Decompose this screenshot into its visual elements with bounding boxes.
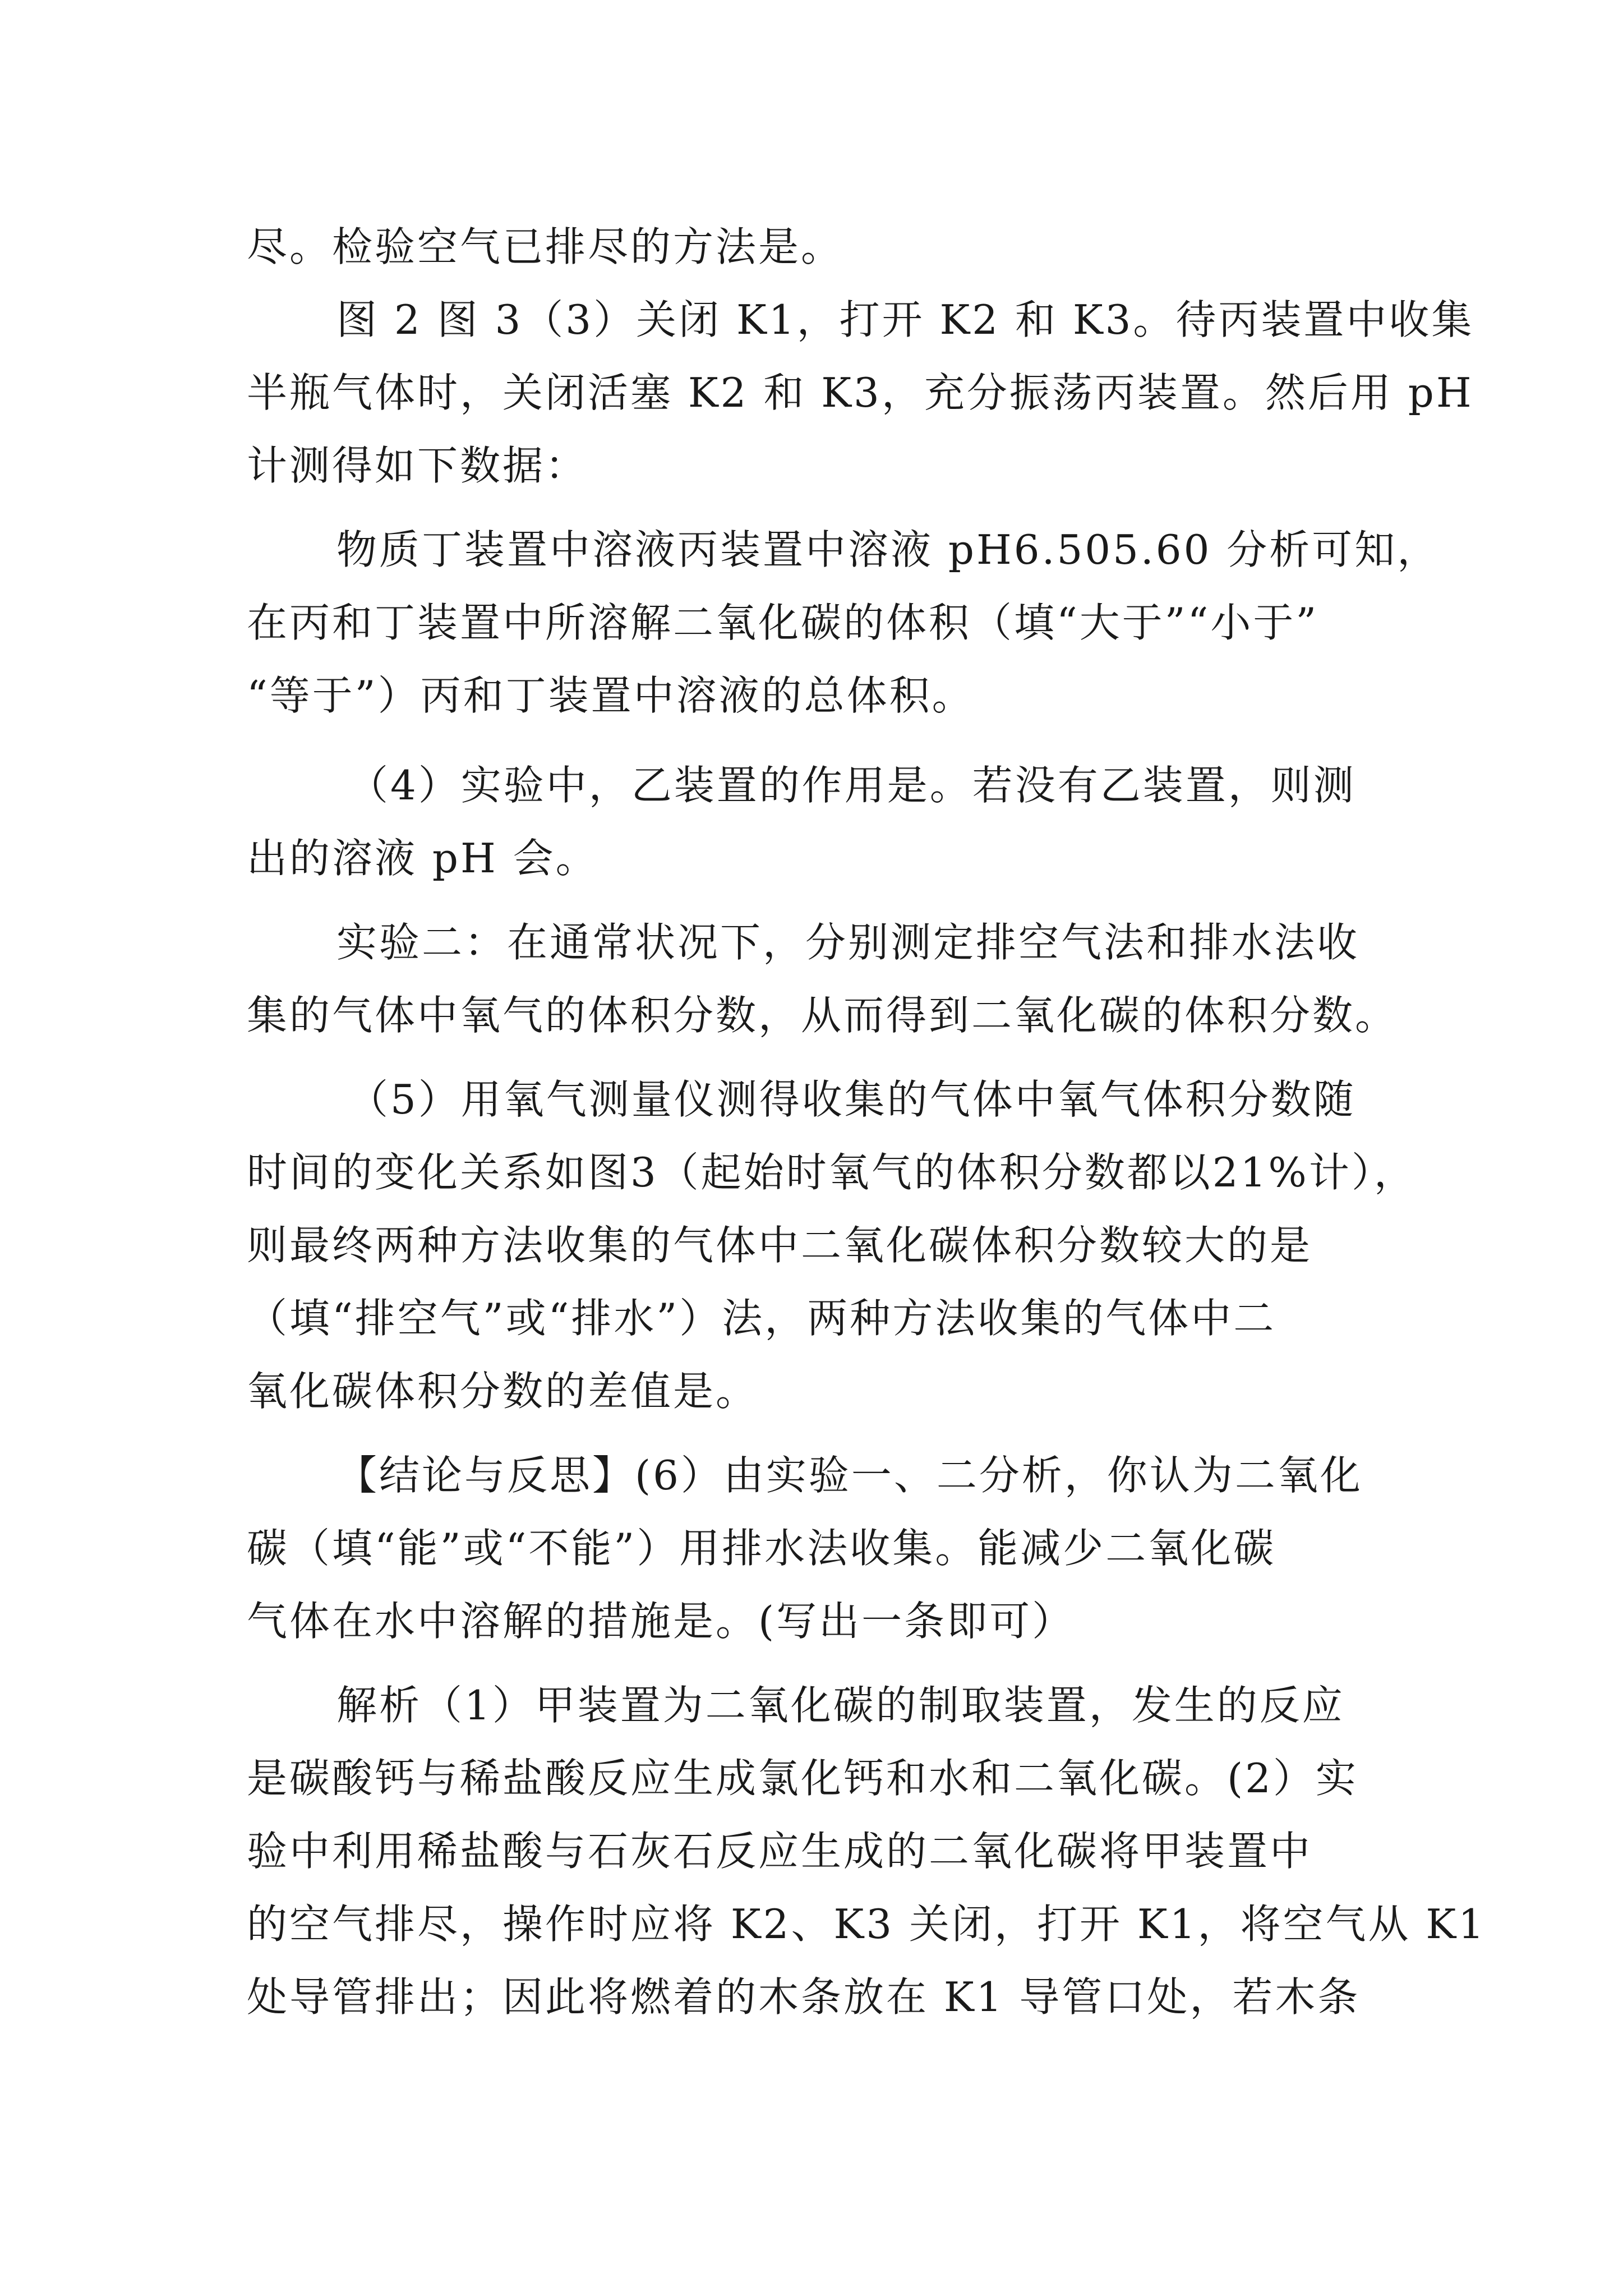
text-line-4: 计测得如下数据：: [247, 442, 588, 489]
text-line-2: 图 2 图 3（3）关闭 K1，打开 K2 和 K3。待丙装置中收集: [336, 296, 1474, 343]
text-line-22: 验中利用稀盐酸与石灰石反应生成的二氧化碳将甲装置中: [247, 1828, 1313, 1875]
text-line-12: （5）用氧气测量仪测得收集的气体中氧气体积分数随: [348, 1076, 1356, 1123]
text-line-13: 时间的变化关系如图3（起始时氧气的体积分数都以21%计），: [247, 1149, 1417, 1196]
text-line-15: （填“排空气”或“排水”）法，两种方法收集的气体中二: [247, 1295, 1276, 1342]
text-line-21: 是碳酸钙与稀盐酸反应生成氯化钙和水和二氧化碳。(2）实: [247, 1755, 1358, 1802]
text-line-24: 处导管排出；因此将燃着的木条放在 K1 导管口处，若木条: [247, 1973, 1361, 2021]
text-line-18: 碳（填“能”或“不能”）用排水法收集。能减少二氧化碳: [247, 1525, 1276, 1572]
text-line-17: 【结论与反思】(6）由实验一、二分析，你认为二氧化: [336, 1452, 1363, 1499]
text-line-3: 半瓶气体时，关闭活塞 K2 和 K3，充分振荡丙装置。然后用 pH: [247, 369, 1474, 416]
text-line-20: 解析（1）甲装置为二氧化碳的制取装置，发生的反应: [336, 1682, 1345, 1729]
text-line-19: 气体在水中溶解的措施是。(写出一条即可）: [247, 1598, 1075, 1645]
text-line-8: （4）实验中，乙装置的作用是。若没有乙装置，则测: [348, 762, 1356, 809]
text-line-16: 氧化碳体积分数的差值是。: [247, 1368, 759, 1415]
text-line-23: 的空气排尽，操作时应将 K2、K3 关闭，打开 K1，将空气从 K1: [247, 1901, 1486, 1948]
text-line-10: 实验二：在通常状况下，分别测定排空气法和排水法收: [336, 919, 1360, 966]
text-line-1: 尽。检验空气已排尽的方法是。: [247, 223, 844, 270]
text-line-11: 集的气体中氧气的体积分数，从而得到二氧化碳的体积分数。: [247, 992, 1398, 1039]
text-line-14: 则最终两种方法收集的气体中二氧化碳体积分数较大的是: [247, 1222, 1313, 1269]
text-line-9: 出的溶液 pH 会。: [247, 835, 598, 882]
text-line-6: 在丙和丁装置中所溶解二氧化碳的体积（填“大于”“小于”: [247, 599, 1319, 646]
text-line-7: “等于”）丙和丁装置中溶液的总体积。: [247, 672, 975, 719]
text-line-5: 物质丁装置中溶液丙装置中溶液 pH6.505.60 分析可知，: [336, 526, 1440, 573]
